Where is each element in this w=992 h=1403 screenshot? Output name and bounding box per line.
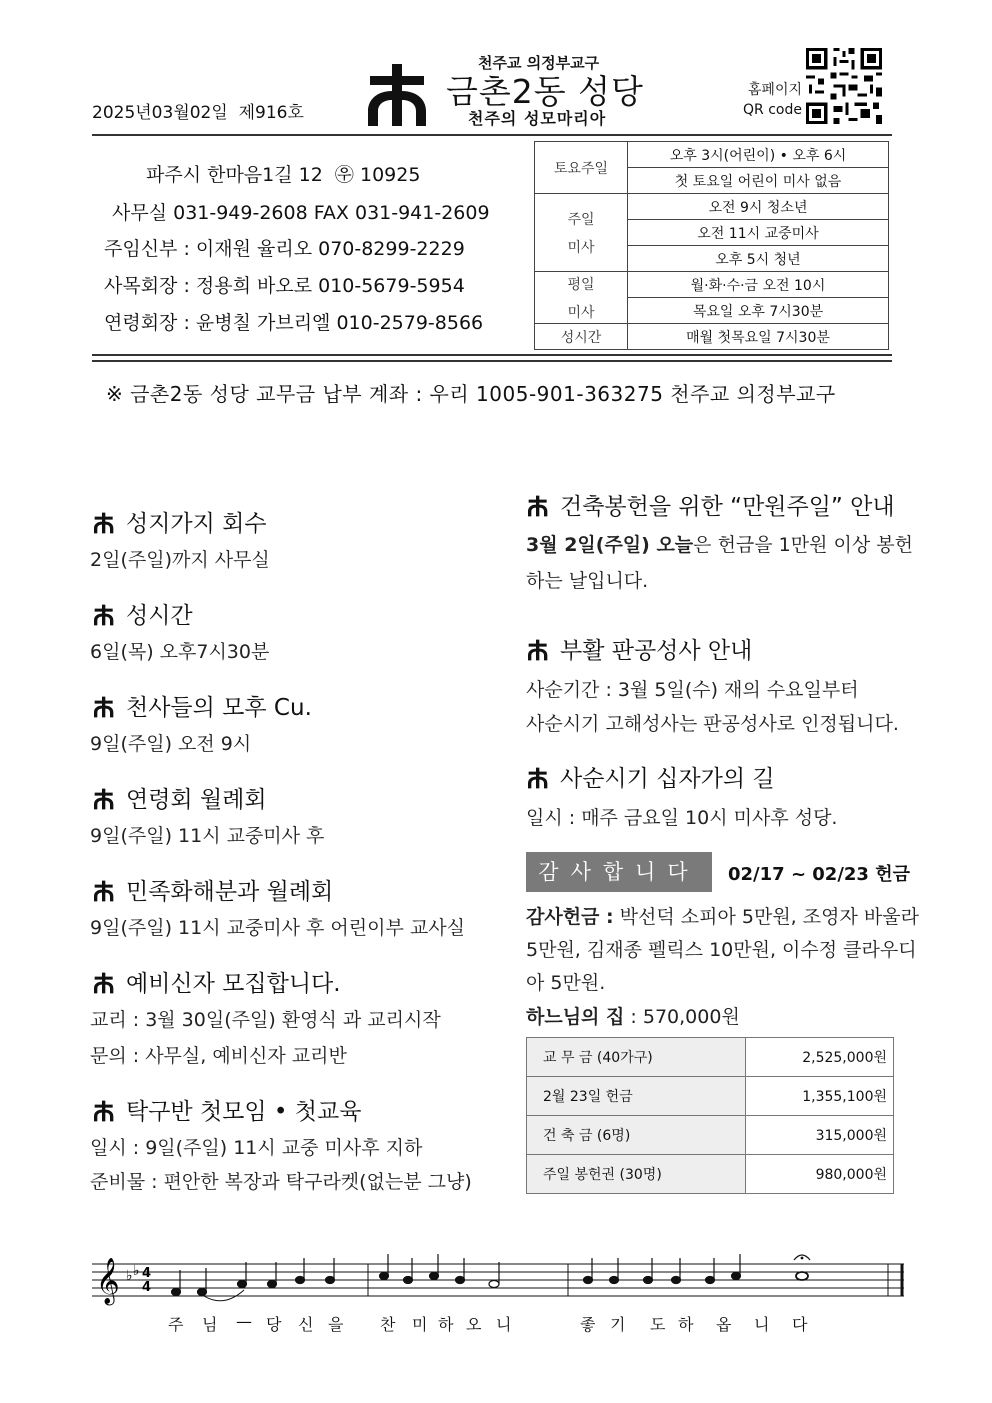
notice-title: 건축봉헌을 위한 “만원주일” 안내	[526, 488, 895, 521]
hymn-staff	[92, 1250, 904, 1310]
cross-icon	[92, 512, 116, 534]
notice-body: 9일(주일) 오전 9시	[90, 733, 252, 755]
cross-icon	[92, 788, 116, 810]
time-signature: 4	[142, 1280, 152, 1295]
finance-table	[526, 1037, 894, 1194]
notice-body: 하는 날입니다.	[526, 570, 649, 592]
thanks-period: 02/17 ~ 02/23 헌금	[728, 864, 911, 885]
time-signature: 4	[142, 1266, 152, 1281]
schedule-row-saturday: 토요주일 오후 3시(어린이) • 오후 6시	[535, 142, 889, 168]
account-notice: ※ 금촌2동 성당 교무금 납부 계좌 : 우리 1005-901-363275 천주교 의정부교구	[106, 382, 836, 406]
pastor-contact: 주임신부 : 이재원 율리오 070-8299-2229	[104, 238, 465, 260]
hymn-lyric: 좋	[580, 1315, 596, 1334]
notice-body: 사순기간 : 3월 5일(수) 재의 수요일부터	[526, 679, 859, 701]
notice-title: 탁구반 첫모임 • 첫교육	[92, 1093, 361, 1126]
homepage-qr-label: 홈페이지 QR code	[743, 82, 802, 118]
notice-body: 6일(목) 오후7시30분	[90, 641, 270, 663]
hymn-lyric: —	[236, 1312, 252, 1331]
table-row: 주일 봉헌권 (30명) 980,000원	[527, 1155, 894, 1194]
parish-name: 금촌2동 성당	[446, 72, 644, 111]
flat-icon: ♭	[126, 1268, 133, 1284]
address: 파주시 한마음1길 12 ㉾ 10925	[146, 164, 421, 186]
flat-icon: ♭	[133, 1263, 140, 1279]
hymn-lyric: 미	[412, 1315, 428, 1334]
cross-icon	[92, 972, 116, 994]
notice-body: 9일(주일) 11시 교중미사 후	[90, 825, 325, 847]
hymn-lyric: 님	[202, 1315, 218, 1334]
issue-date: 2025년03월02일 제916호	[92, 103, 304, 123]
donation-text: 감사헌금 : 박선덕 소피아 5만원, 조영자 바울라	[526, 906, 919, 928]
table-row: 건 축 금 (6명) 315,000원	[527, 1116, 894, 1155]
notice-body: 문의 : 사무실, 예비신자 교리반	[90, 1045, 347, 1067]
mass-schedule-table: 토요주일 오후 3시(어린이) • 오후 6시 첫 토요일 어린이 미사 없음 주일 미사 오전 9시 청소년 오전 11시 교중미사 오후 5시 청년 평일 미사 월·화·수·금 오전 10시 목요일 오후 7시30분 성시간 매월 첫목요일 7시30분	[534, 141, 889, 350]
cross-icon	[526, 495, 550, 517]
issue-number: 제916호	[238, 103, 304, 123]
notice-body: 3월 2일(주일) 오늘은 헌금을 1만원 이상 봉헌	[526, 534, 913, 556]
thanks-banner: 감사합니다	[526, 852, 712, 892]
donation-text: 아 5만원.	[526, 972, 606, 994]
cross-icon	[92, 880, 116, 902]
notice-title: 연령회 월례회	[92, 781, 267, 814]
notice-body: 교리 : 3월 30일(주일) 환영식 과 교리시작	[90, 1009, 441, 1031]
hymn-lyric: 당	[266, 1315, 282, 1334]
notice-body: 일시 : 9일(주일) 11시 교중 미사후 지하	[90, 1137, 423, 1159]
diocese-name: 천주교 의정부교구	[478, 54, 600, 72]
hymn-lyric: 신	[298, 1315, 314, 1334]
hymn-lyric: 니	[754, 1315, 770, 1334]
notice-title: 민족화해분과 월례회	[92, 873, 333, 906]
notice-body: 일시 : 매주 금요일 10시 미사후 성당.	[526, 807, 838, 829]
schedule-row-holy-hour: 성시간 매월 첫목요일 7시30분	[535, 324, 889, 350]
notice-body: 2일(주일)까지 사무실	[90, 549, 270, 571]
hymn-lyric: 주	[168, 1315, 184, 1334]
notice-title: 부활 판공성사 안내	[526, 632, 752, 665]
cross-icon	[526, 639, 550, 661]
notice-title: 성시간	[92, 597, 193, 630]
hymn-lyric: 도	[650, 1315, 666, 1334]
cross-icon	[92, 604, 116, 626]
hymn-lyric: 하	[438, 1315, 454, 1334]
hymn-lyric: 을	[328, 1315, 344, 1334]
schedule-row-weekday: 평일 미사 월·화·수·금 오전 10시	[535, 272, 889, 298]
hymn-lyric: 기	[610, 1315, 626, 1334]
treble-clef-icon: 𝄞	[96, 1258, 120, 1304]
house-of-god: 하느님의 집 : 570,000원	[526, 1006, 740, 1028]
cross-icon	[92, 1100, 116, 1122]
notice-title: 천사들의 모후 Cu.	[92, 689, 312, 722]
hymn-lyric: 다	[792, 1315, 808, 1334]
donation-text: 5만원, 김재종 펠릭스 10만원, 이수정 클라우디	[526, 939, 917, 961]
notice-title: 성지가지 회수	[92, 505, 267, 538]
hymn-lyric: 니	[496, 1315, 512, 1334]
cross-icon	[526, 767, 550, 789]
office-phone: 사무실 031-949-2608 FAX 031-941-2609	[112, 202, 490, 224]
schedule-row-sunday: 주일 미사 오전 9시 청소년	[535, 194, 889, 220]
notice-title: 예비신자 모집합니다.	[92, 965, 341, 998]
senior-president-contact: 연령회장 : 윤병칠 가브리엘 010-2579-8566	[104, 312, 484, 334]
notes	[172, 1254, 809, 1296]
council-president-contact: 사목회장 : 정용희 바오로 010-5679-5954	[104, 275, 465, 297]
qr-code-icon[interactable]	[806, 48, 882, 124]
notice-body: 9일(주일) 11시 교중미사 후 어린이부 교사실	[90, 917, 465, 939]
postal-icon: ㉾	[334, 164, 354, 186]
notice-title: 사순시기 십자가의 길	[526, 760, 775, 793]
hymn-lyric: 찬	[380, 1315, 396, 1334]
hymn-lyric: 오	[466, 1315, 482, 1334]
hymn-lyric: 하	[678, 1315, 694, 1334]
notice-body: 준비물 : 편안한 복장과 탁구라켓(없는분 그냥)	[90, 1171, 472, 1193]
hymn-lyric: 옵	[716, 1315, 732, 1334]
table-row: 교 무 금 (40가구) 2,525,000원	[527, 1038, 894, 1077]
double-divider	[92, 354, 892, 362]
header-divider	[92, 134, 892, 136]
cross-icon	[92, 696, 116, 718]
chi-rho-cross-logo	[362, 62, 434, 128]
notice-body: 사순시기 고해성사는 판공성사로 인정됩니다.	[526, 713, 899, 735]
table-row: 2월 23일 헌금 1,355,100원	[527, 1077, 894, 1116]
patron-saint: 천주의 성모마리아	[468, 109, 607, 128]
